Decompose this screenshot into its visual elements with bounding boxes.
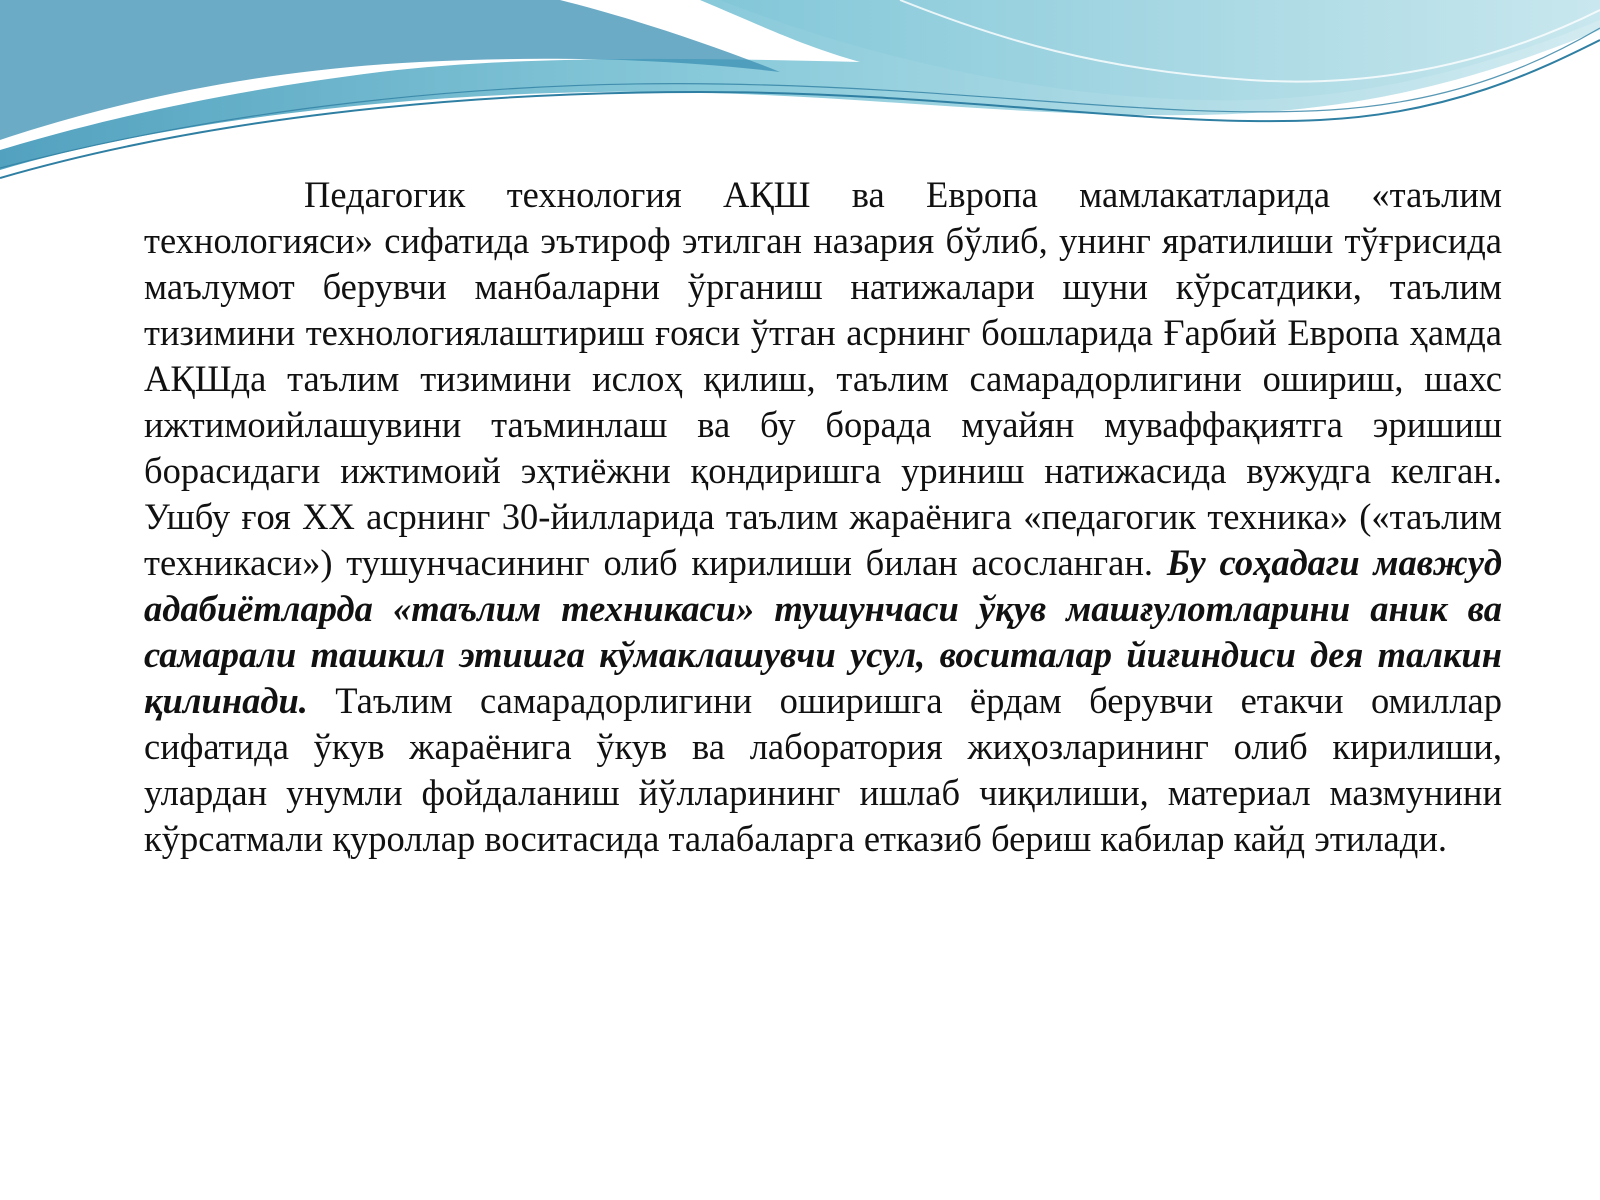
paragraph-intro: Педагогик технология АҚШ ва Европа мамлакатларида «таълим технологияси» сифатида эътироф этилган назария бўлиб, унинг яратилиши тўғрисида маълумот берувчи манбаларни ўрганиш натижалари шуни кўрсатдики, таълим тизимини технологиялаштириш ғояси ўтган асрнинг бошларида Ғарбий Европа ҳамда АҚШда таълим тизимини ислоҳ қилиш, таълим самарадорлигини ошириш, шахс ижтимоийлашувини таъминлаш ва бу борада муайян муваффақиятга эришиш борасидаги ижтимоий эҳтиёжни қондиришга уриниш натижасида вужудга келган. Ушбу ғоя XX асрнинг 30-йилларида таълим жараёнига «педагогик техника» («таълим техникаси») тушунчасининг олиб кирилиши билан асосланган. <box>144 174 1502 583</box>
body-paragraph <box>144 172 1502 862</box>
paragraph-emphasis: Бу соҳадаги мавжуд адабиётларда «таълим техникаси» тушунчаси ўқув машғулотларини аник ва самарали ташкил этишга кўмаклашувчи усул, воситалар йиғиндиси дея талкин қилинади. <box>144 542 1503 721</box>
wave-header-decoration <box>0 0 1600 200</box>
paragraph-conclusion: Таълим самарадорлигини оширишга ёрдам берувчи етакчи омиллар сифатида ўкув жараёнига ўкув ва лаборатория жиҳозларининг олиб кирилиши, улардан унумли фойдаланиш йўлларининг ишлаб чиқилиши, материал мазмунини кўрсатмали қуроллар воситасида талабаларга етказиб бериш кабилар кайд этилади. <box>144 680 1503 859</box>
